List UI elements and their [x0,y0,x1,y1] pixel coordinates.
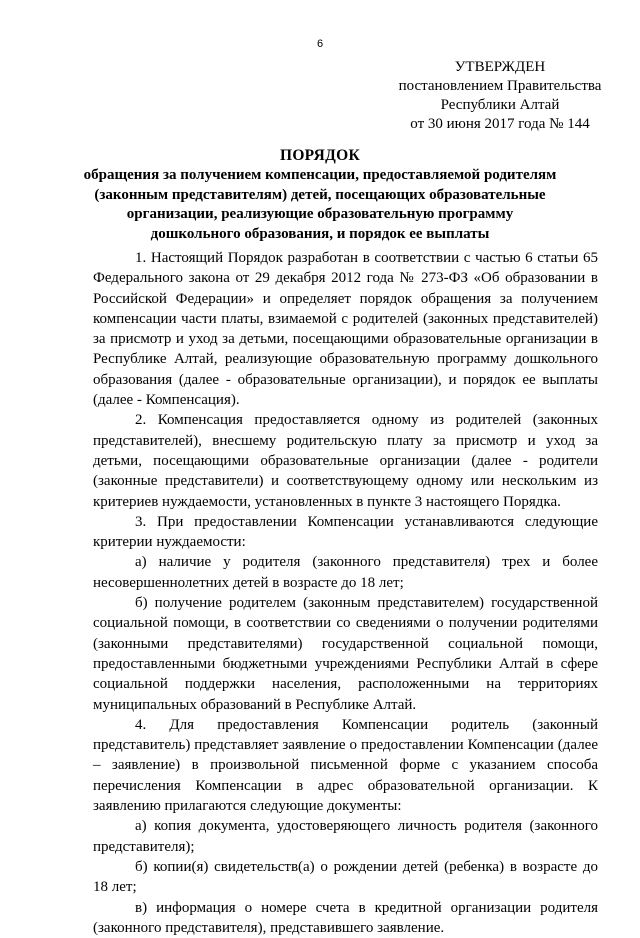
paragraph-3b: б) получение родителем (законным представителем) государственной социальной помощи, в соответствии со сведениями о получении родителями (законными представителями) государственной социальной помощи, предоставленными бюджетными учреждениями Республики Алтай в сфере социальной поддержки населения, расположенными на территориях муниципальных образований в Республике Алтай. [93,593,598,715]
document-subtitle: обращения за получением компенсации, предоставляемой родителям (законным представителям) детей, посещающих образовательные организации, реализующие образовательную программу дошкольного образования, и порядок ее выплаты [80,166,560,244]
paragraph-4a: а) копия документа, удостоверяющего личность родителя (законного представителя); [93,816,598,857]
document-body [93,248,598,938]
approval-line-resolution: постановлением Правительства [380,77,620,96]
paragraph-4b: б) копии(я) свидетельств(а) о рождении детей (ребенка) в возрасте до 18 лет; [93,857,598,898]
paragraph-4: 4. Для предоставления Компенсации родитель (законный представитель) представляет заявление о предоставлении Компенсации (далее – заявление) в произвольной письменной форме с указанием способа перечисления Компенсации в адрес образовательной организации. К заявлению прилагаются следующие документы: [93,715,598,816]
approval-line-republic: Республики Алтай [380,96,620,115]
page-number: 6 [0,38,640,50]
paragraph-4c: в) информация о номере счета в кредитной организации родителя (законного представителя), представившего заявление. [93,898,598,938]
paragraph-1: 1. Настоящий Порядок разработан в соответствии с частью 6 статьи 65 Федерального закона от 29 декабря 2012 года № 273-ФЗ «Об образовании в Российской Федерации» и определяет порядок обращения за получением компенсации части платы, взимаемой с родителей (законных представителей) за присмотр и уход за детьми, посещающими образовательные организации в Республике Алтай, реализующие образовательную программу дошкольного образования (далее - образовательные организации), и порядок ее выплаты (далее - Компенсация). [93,248,598,410]
approval-line-date: от 30 июня 2017 года № 144 [380,115,620,134]
approval-block [380,58,620,134]
paragraph-2: 2. Компенсация предоставляется одному из родителей (законных представителей), внесшему родительскую плату за присмотр и уход за детьми, посещающими образовательные организации (далее - родители (законные представители) и соответствующему одному или нескольким из критериев нуждаемости, установленных в пункте 3 настоящего Порядка. [93,410,598,511]
paragraph-3: 3. При предоставлении Компенсации устанавливаются следующие критерии нуждаемости: [93,512,598,553]
approval-heading: УТВЕРЖДЕН [380,58,620,77]
paragraph-3a: а) наличие у родителя (законного представителя) трех и более несовершеннолетних детей в возрасте до 18 лет; [93,552,598,593]
document-title: ПОРЯДОК [0,147,640,165]
